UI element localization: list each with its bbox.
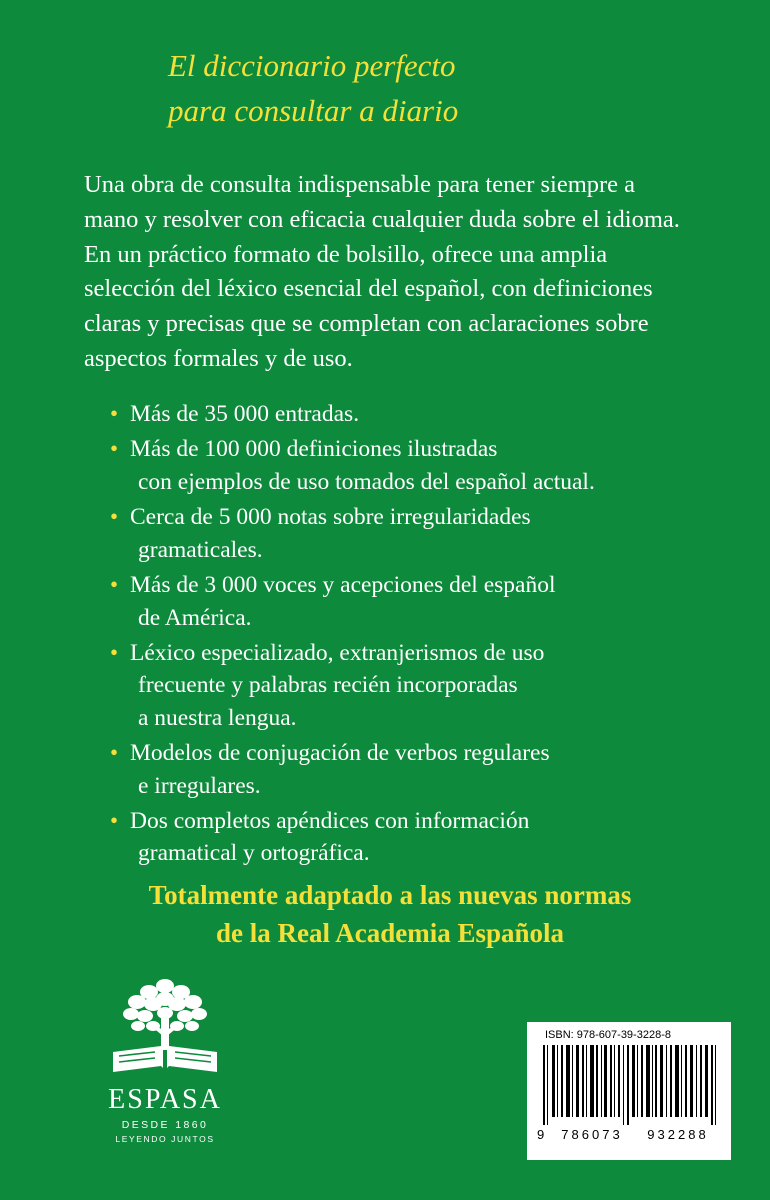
list-item-line-3: a nuestra lengua. <box>138 704 297 731</box>
list-item-line-1: Cerca de 5 000 notas sobre irregularidades <box>130 504 531 531</box>
list-item <box>108 501 708 566</box>
list-item-line-1: Más de 100 000 definiciones ilustradas <box>130 436 498 463</box>
list-item <box>108 637 708 734</box>
publisher-motto: LEYENDO JUNTOS <box>115 1134 215 1144</box>
headline-line-2: para consultar a diario <box>168 92 459 128</box>
intro-paragraph <box>84 168 694 377</box>
list-item-line-1: Léxico especializado, extranjerismos de uso <box>130 639 545 666</box>
headline <box>84 44 704 134</box>
list-item <box>108 805 708 870</box>
tagline-line-2: de la Real Academia Española <box>215 918 565 949</box>
headline-line-1: El diccionario perfecto <box>168 48 456 83</box>
list-item-line-2: frecuente y palabras recién incorporadas <box>138 672 518 699</box>
barcode-digits-left: 786073 <box>561 1127 623 1142</box>
barcode-icon <box>535 1045 723 1125</box>
list-item-line-1: Más de 3 000 voces y acepciones del español <box>130 572 556 599</box>
feature-list <box>108 398 708 873</box>
list-item <box>108 569 708 634</box>
list-item <box>108 433 708 498</box>
isbn-label: ISBN: 978-607-39-3228-8 <box>545 1029 671 1041</box>
barcode-digits <box>535 1127 723 1142</box>
tagline-line-1: Totalmente adaptado a las nuevas normas <box>148 880 632 910</box>
list-item-line-1: Más de 35 000 entradas. <box>130 401 360 427</box>
list-item-line-2: gramaticales. <box>138 536 263 563</box>
list-item-line-2: con ejemplos de uso tomados del español actual. <box>138 468 595 495</box>
tagline <box>60 876 720 953</box>
list-item-line-2: de América. <box>138 604 252 631</box>
tree-over-book-icon <box>70 968 260 1080</box>
barcode-block <box>527 1022 731 1160</box>
list-item <box>108 398 708 430</box>
list-item-line-2: e irregulares. <box>138 772 261 799</box>
list-item <box>108 737 708 802</box>
list-item-line-1: Dos completos apéndices con información <box>130 808 530 835</box>
barcode-digit-first: 9 <box>537 1127 546 1142</box>
barcode-digits-right: 932288 <box>647 1127 709 1142</box>
intro-text: Una obra de consulta indispensable para tener siempre a mano y resolver con eficacia cualquier duda sobre el idioma. En un práctico formato de bolsillo, ofrece una amplia selección del léxico esencial del español, con definiciones claras y precisas que se completan con aclaraciones sobre aspectos formales y de uso. <box>84 171 680 372</box>
publisher-logo <box>70 968 260 1144</box>
publisher-name: ESPASA <box>108 1084 222 1115</box>
list-item-line-2: gramatical y ortográfica. <box>138 840 370 867</box>
publisher-since: DESDE 1860 <box>121 1119 209 1131</box>
list-item-line-1: Modelos de conjugación de verbos regulares <box>130 740 550 767</box>
